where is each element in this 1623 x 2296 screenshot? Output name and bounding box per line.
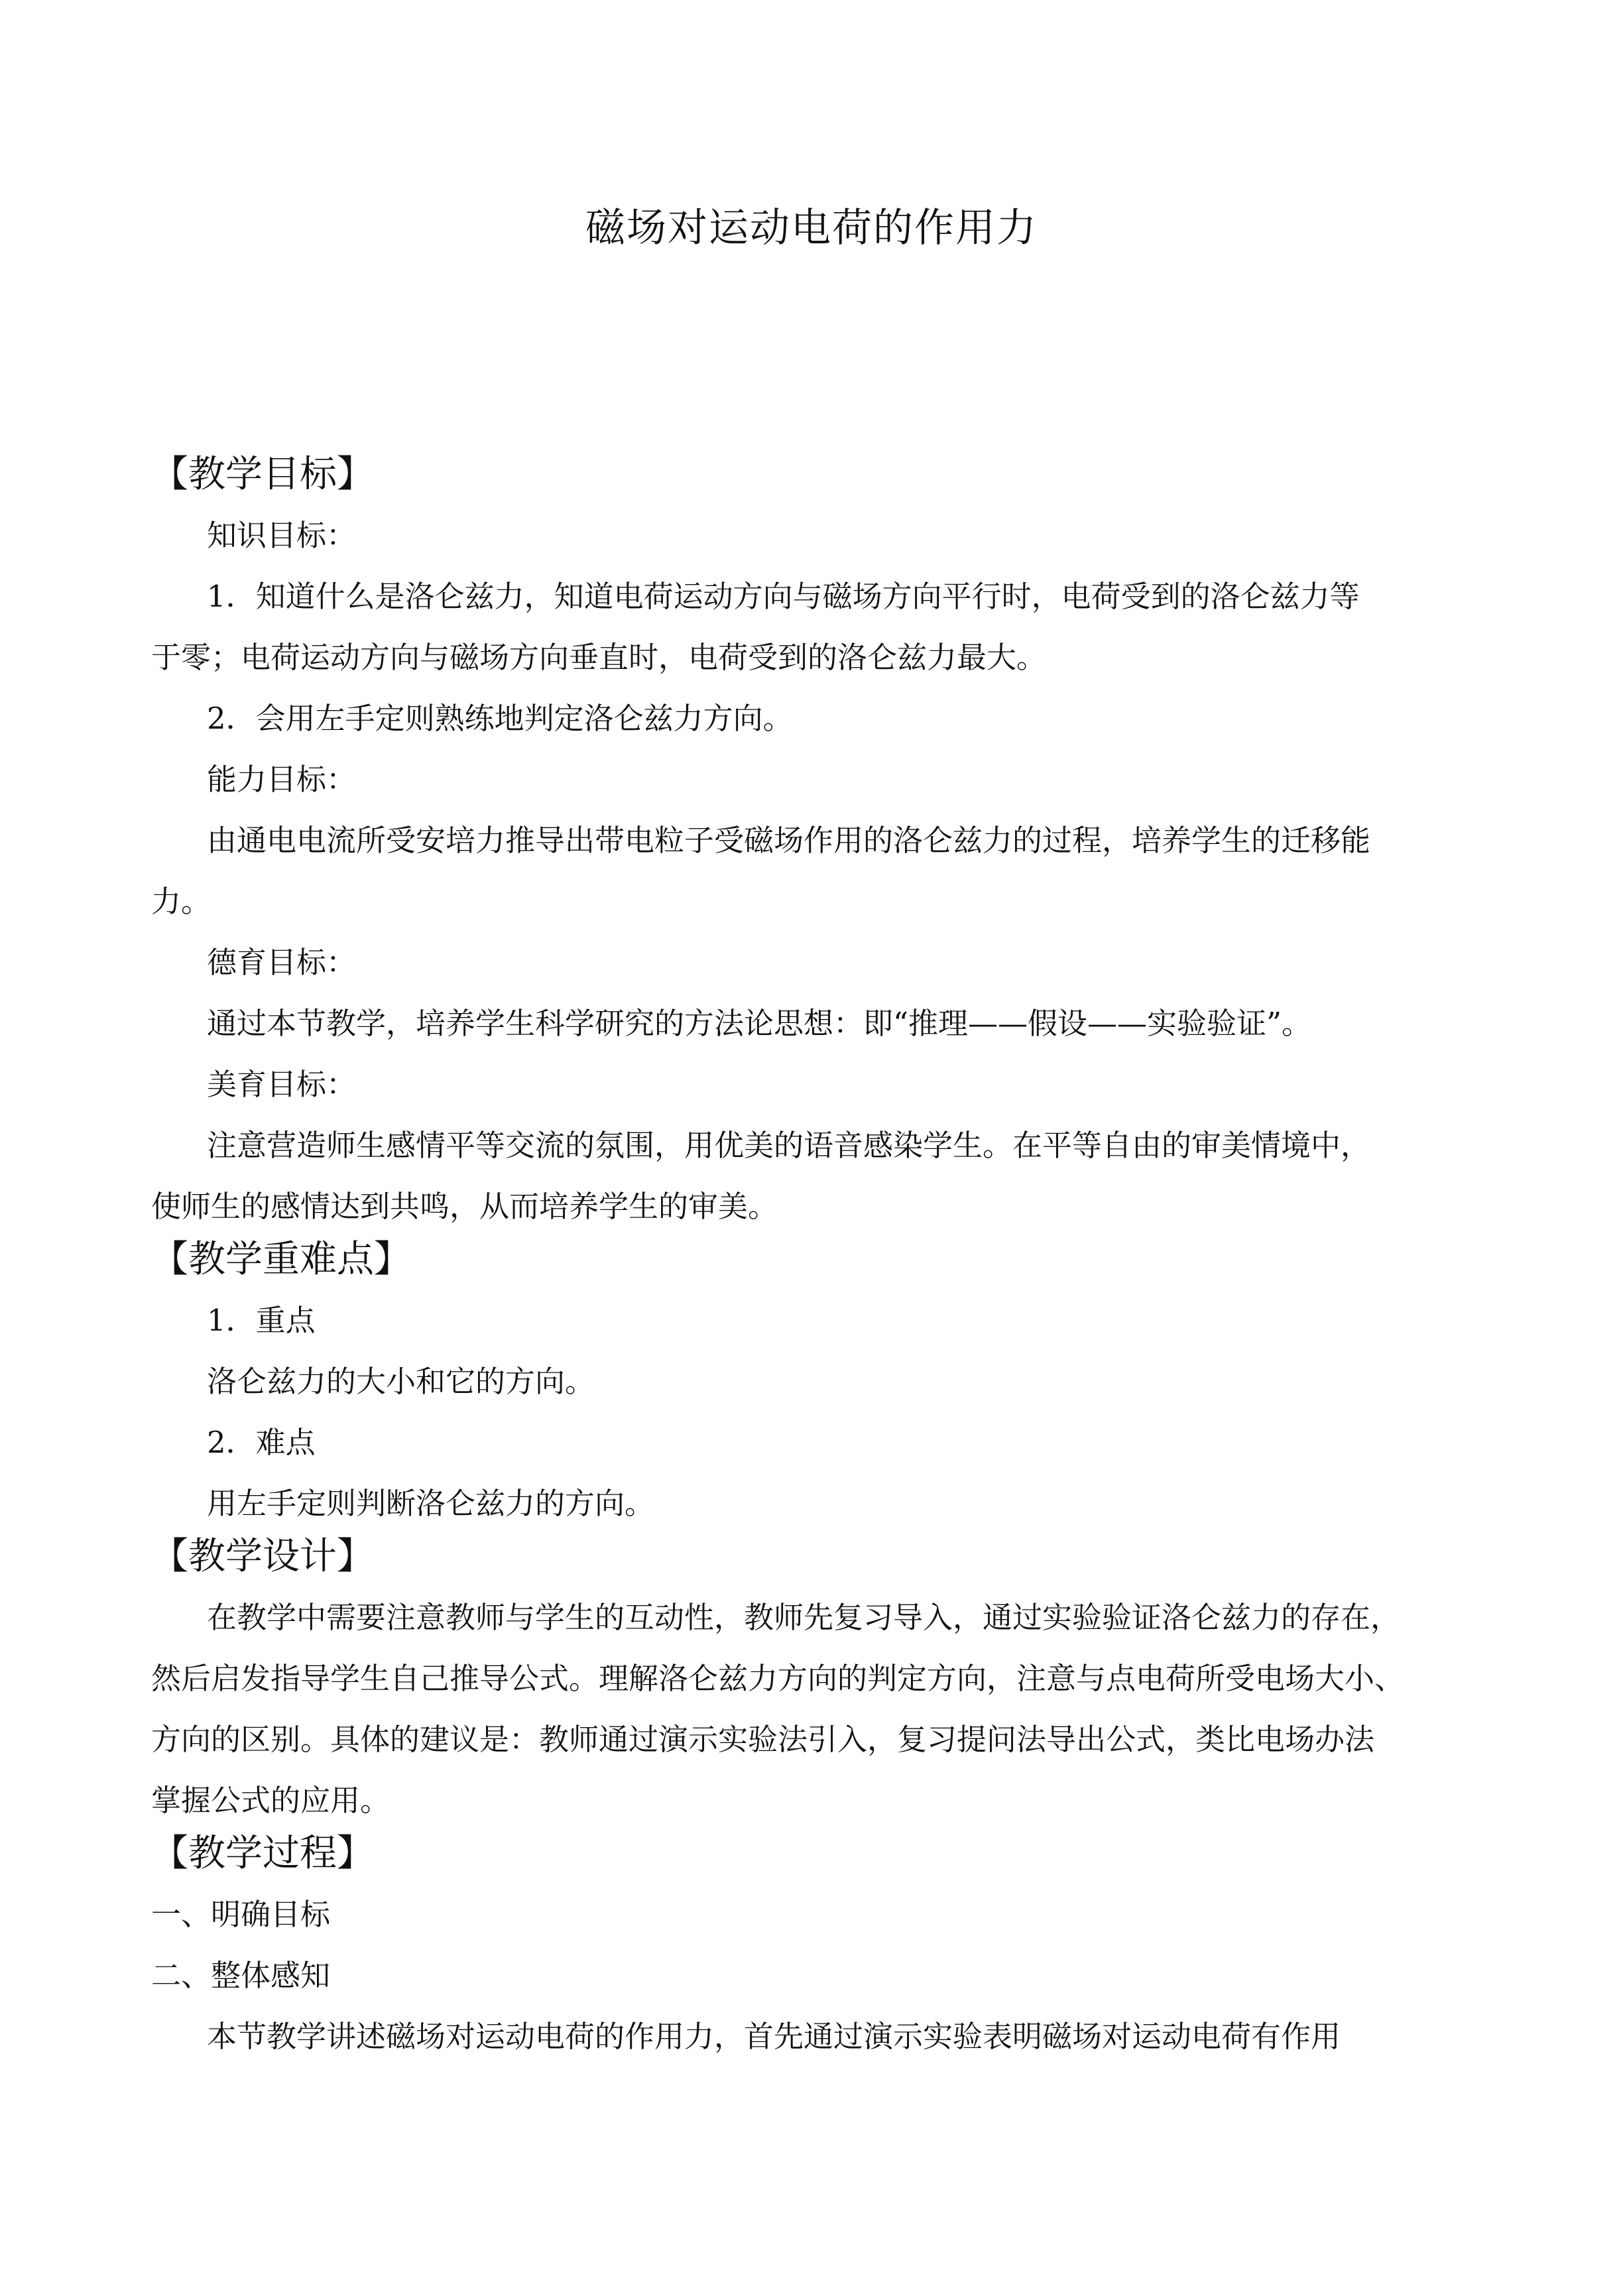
- section-heading-key-points: 【教学重难点】: [151, 1238, 411, 1281]
- design-line-2: 然后启发指导学生自己推导公式。理解洛仑兹力方向的判定方向，注意与点电荷所受电场大小、: [151, 1661, 1405, 1696]
- design-line-1: 在教学中需要注意教师与学生的互动性，教师先复习导入，通过实验验证洛仑兹力的存在，: [207, 1600, 1401, 1635]
- section-heading-process: 【教学过程】: [151, 1832, 374, 1875]
- knowledge-goal-2: 2．会用左手定则熟练地判定洛仑兹力方向。: [207, 701, 793, 736]
- ability-goal-line-1: 由通电电流所受安培力推导出带电粒子受磁场作用的洛仑兹力的过程，培养学生的迁移能: [207, 823, 1371, 858]
- process-step-2: 二、整体感知: [151, 1958, 331, 1993]
- design-line-3: 方向的区别。具体的建议是：教师通过演示实验法引入，复习提问法导出公式，类比电场办法: [151, 1722, 1375, 1757]
- key-point-2-text: 用左手定则判断洛仑兹力的方向。: [207, 1486, 655, 1521]
- process-paragraph: 本节教学讲述磁场对运动电荷的作用力，首先通过演示实验表明磁场对运动电荷有作用: [207, 2019, 1341, 2054]
- moral-goal-text: 通过本节教学，培养学生科学研究的方法论思想：即“推理——假设——实验验证”。: [207, 1006, 1312, 1041]
- design-line-4: 掌握公式的应用。: [151, 1783, 391, 1818]
- aesthetic-goal-line-2: 使师生的感情达到共鸣，从而培养学生的审美。: [151, 1189, 778, 1224]
- moral-goal-label: 德育目标：: [207, 945, 357, 980]
- knowledge-goal-label: 知识目标：: [207, 518, 357, 553]
- key-point-1-label: 1．重点: [207, 1303, 316, 1338]
- key-point-1-text: 洛仑兹力的大小和它的方向。: [207, 1364, 595, 1399]
- section-heading-design: 【教学设计】: [151, 1535, 374, 1578]
- knowledge-goal-1-line-1: 1．知道什么是洛仑兹力，知道电荷运动方向与磁场方向平行时，电荷受到的洛仑兹力等: [207, 579, 1360, 614]
- page-title: 磁场对运动电荷的作用力: [585, 205, 1038, 251]
- key-point-2-label: 2．难点: [207, 1425, 316, 1460]
- ability-goal-label: 能力目标：: [207, 762, 357, 797]
- section-heading-goals: 【教学目标】: [151, 453, 374, 496]
- knowledge-goal-1-line-2: 于零；电荷运动方向与磁场方向垂直时，电荷受到的洛仑兹力最大。: [151, 640, 1047, 675]
- process-step-1: 一、明确目标: [151, 1897, 331, 1932]
- aesthetic-goal-label: 美育目标：: [207, 1067, 357, 1102]
- aesthetic-goal-line-1: 注意营造师生感情平等交流的氛围，用优美的语音感染学生。在平等自由的审美情境中，: [207, 1128, 1371, 1163]
- ability-goal-line-2: 力。: [151, 884, 211, 919]
